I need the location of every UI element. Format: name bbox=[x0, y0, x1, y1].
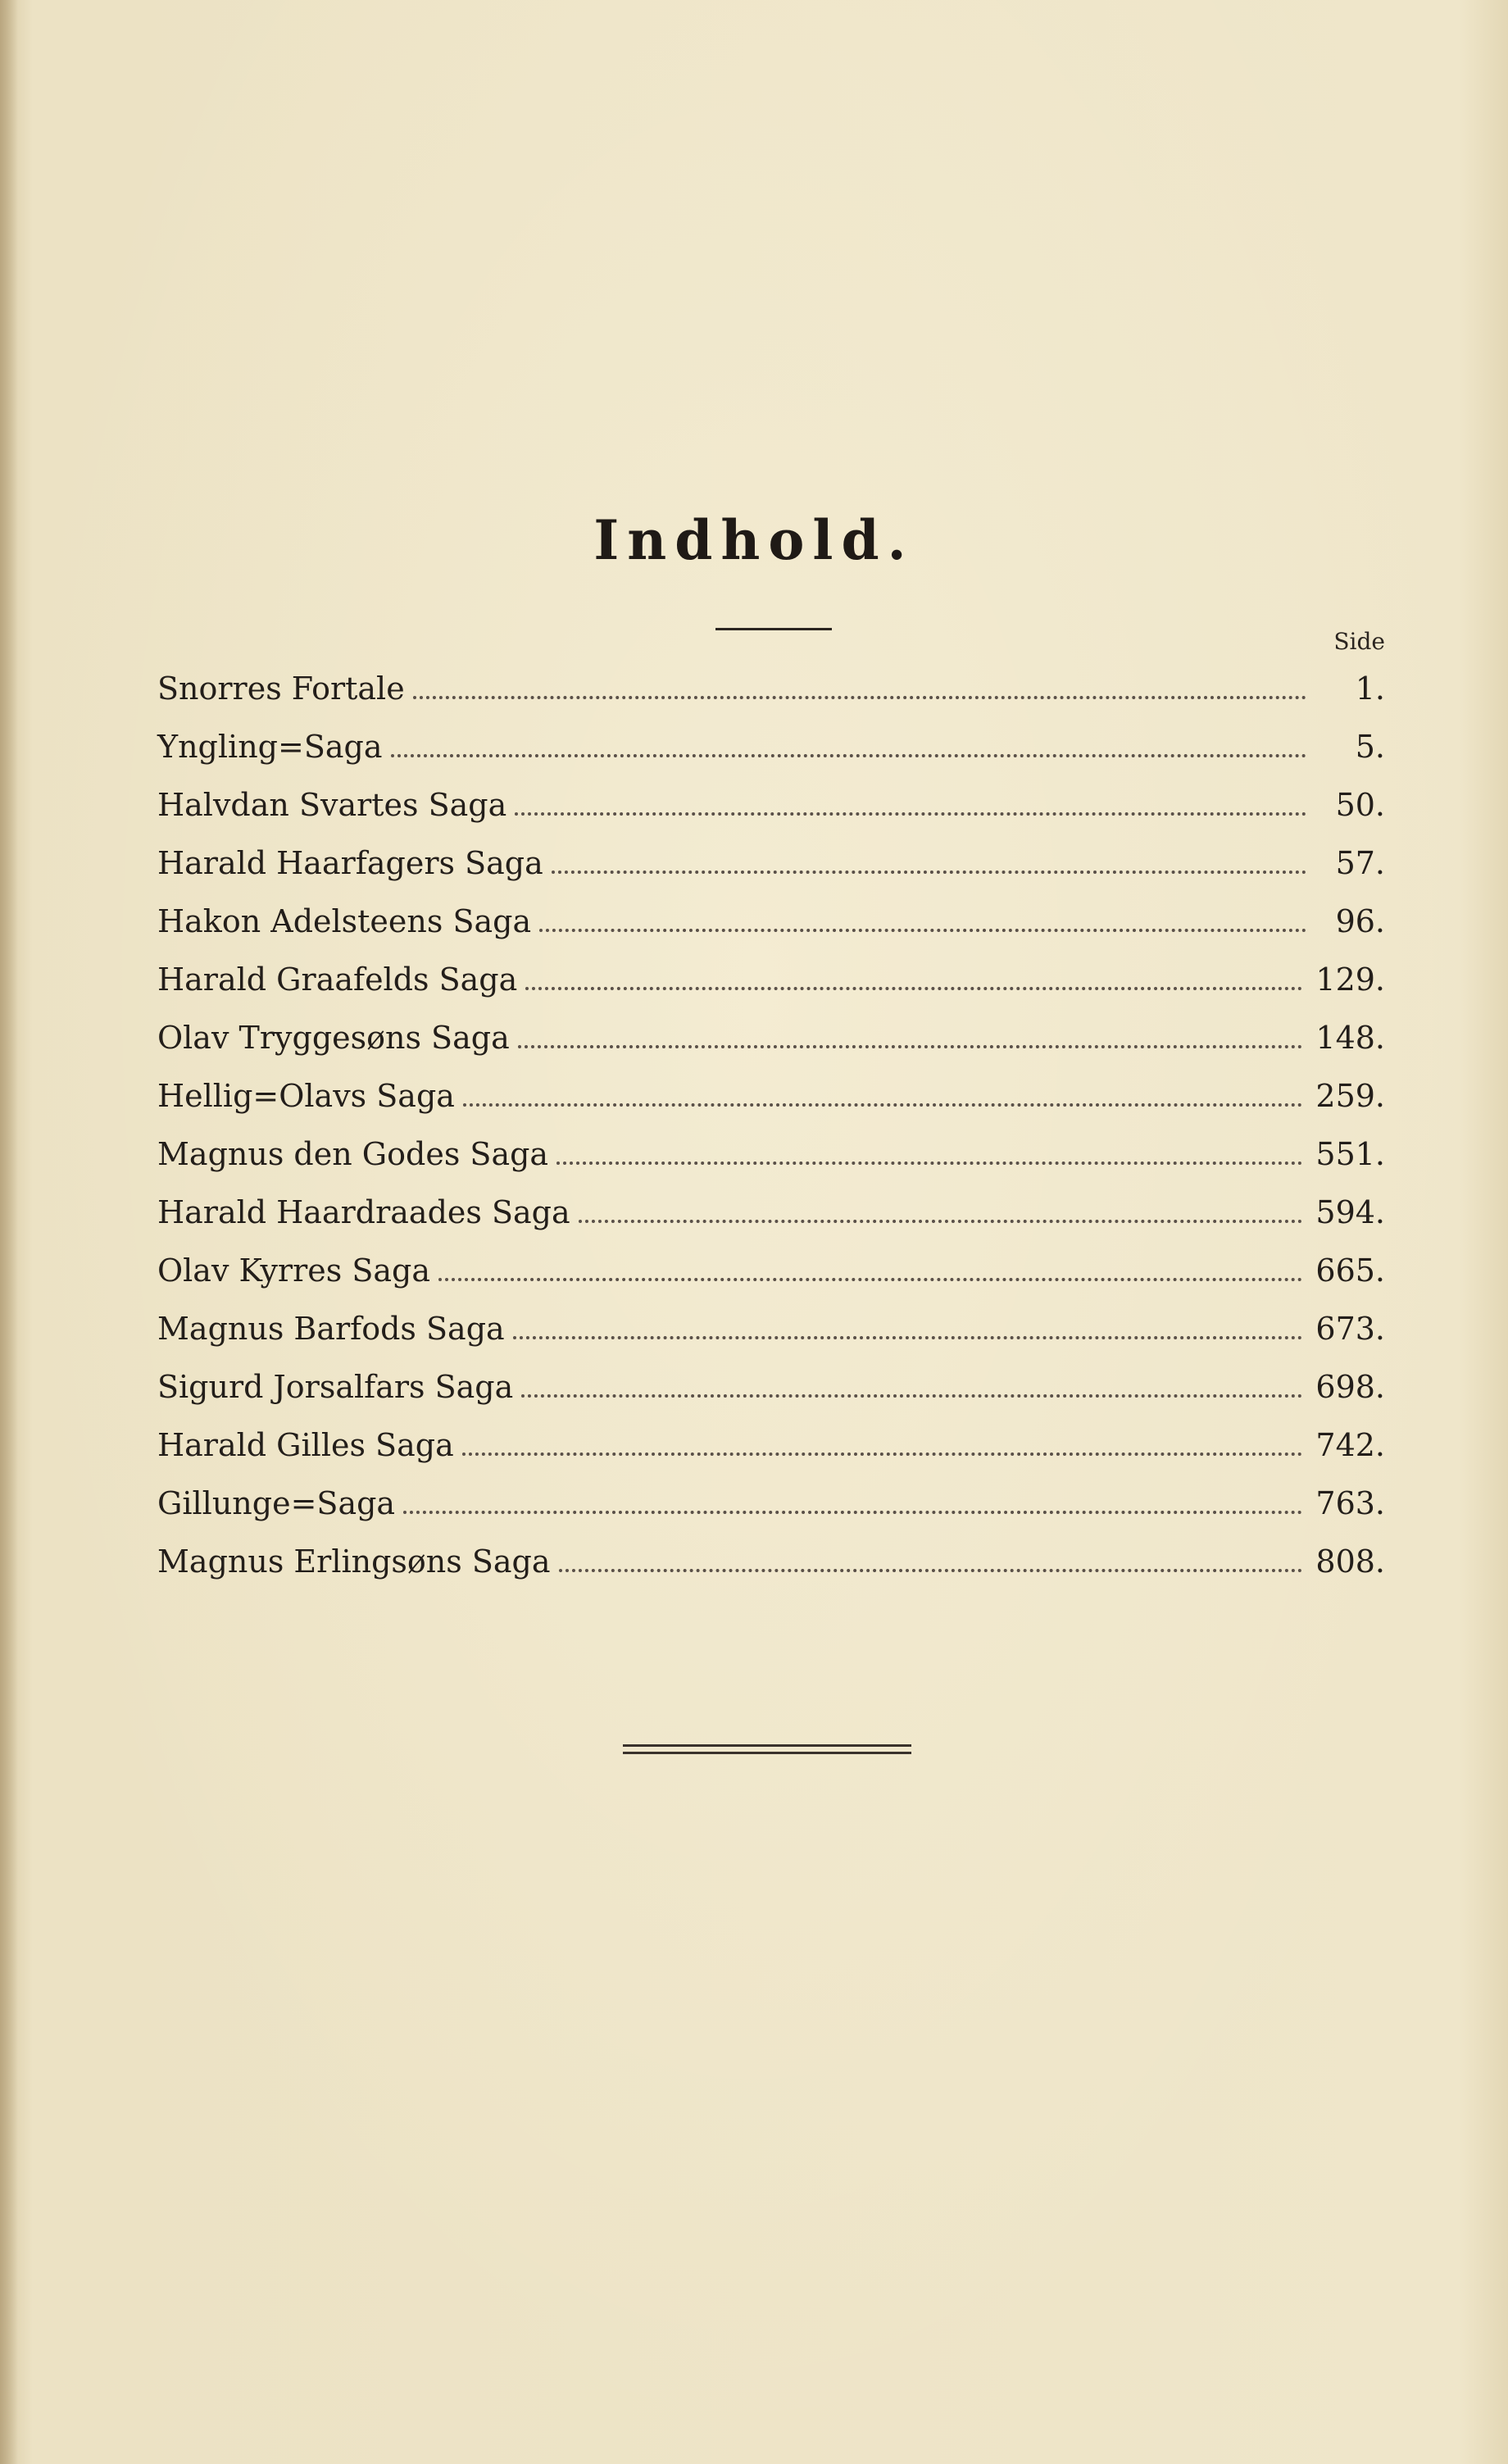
dot-leader bbox=[579, 1220, 1303, 1223]
dot-leader bbox=[463, 1103, 1302, 1107]
dot-leader bbox=[391, 754, 1307, 757]
toc-entry-page: 1. bbox=[1355, 671, 1385, 707]
toc-entry bbox=[157, 671, 1385, 729]
toc-entry bbox=[157, 845, 1385, 903]
toc-entry bbox=[157, 1543, 1385, 1602]
toc-entry-title: Yngling=Saga bbox=[157, 729, 383, 765]
toc-entry bbox=[157, 787, 1385, 845]
toc-entry bbox=[157, 1252, 1385, 1311]
page-binding-edge bbox=[0, 0, 18, 2464]
toc-entry-page: 259. bbox=[1315, 1078, 1385, 1114]
toc-entry-title: Gillunge=Saga bbox=[157, 1485, 396, 1521]
toc-entry bbox=[157, 1427, 1385, 1485]
dot-leader bbox=[513, 1336, 1303, 1339]
dot-leader bbox=[515, 812, 1306, 816]
toc-entry-title: Snorres Fortale bbox=[157, 671, 405, 707]
toc-entry bbox=[157, 903, 1385, 962]
toc-entry-title: Harald Gilles Saga bbox=[157, 1427, 454, 1463]
toc-entry-page: 551. bbox=[1315, 1136, 1385, 1172]
toc-entry bbox=[157, 1194, 1385, 1252]
toc-entry-page: 808. bbox=[1315, 1543, 1385, 1580]
dot-leader bbox=[413, 696, 1306, 699]
toc-entry bbox=[157, 1311, 1385, 1369]
toc-entry-page: 698. bbox=[1315, 1369, 1385, 1405]
toc-entry bbox=[157, 1369, 1385, 1427]
toc-entry-page: 673. bbox=[1315, 1311, 1385, 1347]
toc-entry bbox=[157, 1485, 1385, 1543]
dot-leader bbox=[556, 1162, 1302, 1165]
toc-entry bbox=[157, 1136, 1385, 1194]
closing-double-rule bbox=[623, 1744, 911, 1754]
toc-entry-page: 742. bbox=[1315, 1427, 1385, 1463]
title-rule bbox=[715, 628, 832, 630]
toc-entry-title: Olav Kyrres Saga bbox=[157, 1252, 431, 1289]
toc-entry-title: Hellig=Olavs Saga bbox=[157, 1078, 455, 1114]
toc-entry-title: Olav Tryggesøns Saga bbox=[157, 1020, 510, 1056]
toc-entry-page: 57. bbox=[1335, 845, 1385, 881]
toc-entry-title: Sigurd Jorsalfars Saga bbox=[157, 1369, 514, 1405]
page-column-label: Side bbox=[1333, 628, 1385, 655]
dot-leader bbox=[518, 1045, 1303, 1048]
toc-entry bbox=[157, 729, 1385, 787]
toc-entry-page: 148. bbox=[1315, 1020, 1385, 1056]
toc-entry-title: Harald Haarfagers Saga bbox=[157, 845, 543, 881]
dot-leader bbox=[559, 1569, 1303, 1572]
dot-leader bbox=[438, 1278, 1302, 1281]
toc-entry-page: 594. bbox=[1315, 1194, 1385, 1230]
toc-entry bbox=[157, 1078, 1385, 1136]
toc-entry-title: Magnus Erlingsøns Saga bbox=[157, 1543, 551, 1580]
toc-entry-title: Hakon Adelsteens Saga bbox=[157, 903, 532, 939]
dot-leader bbox=[525, 987, 1302, 990]
dot-leader bbox=[462, 1452, 1303, 1456]
toc-entry-page: 50. bbox=[1335, 787, 1385, 823]
page-title: Indhold. bbox=[593, 508, 915, 572]
toc-entry bbox=[157, 962, 1385, 1020]
dot-leader bbox=[539, 929, 1306, 932]
dot-leader bbox=[403, 1511, 1302, 1514]
toc-entry-title: Harald Graafelds Saga bbox=[157, 962, 518, 998]
toc-entry-page: 129. bbox=[1315, 962, 1385, 998]
toc-entry-title: Harald Haardraades Saga bbox=[157, 1194, 570, 1230]
toc-entry-title: Magnus Barfods Saga bbox=[157, 1311, 505, 1347]
toc-entry-page: 96. bbox=[1335, 903, 1385, 939]
table-of-contents bbox=[157, 671, 1385, 1602]
toc-entry-page: 5. bbox=[1355, 729, 1385, 765]
toc-entry-page: 763. bbox=[1315, 1485, 1385, 1521]
toc-entry-page: 665. bbox=[1315, 1252, 1385, 1289]
toc-entry bbox=[157, 1020, 1385, 1078]
dot-leader bbox=[521, 1394, 1302, 1398]
toc-entry-title: Halvdan Svartes Saga bbox=[157, 787, 507, 823]
toc-entry-title: Magnus den Godes Saga bbox=[157, 1136, 549, 1172]
dot-leader bbox=[552, 871, 1306, 874]
